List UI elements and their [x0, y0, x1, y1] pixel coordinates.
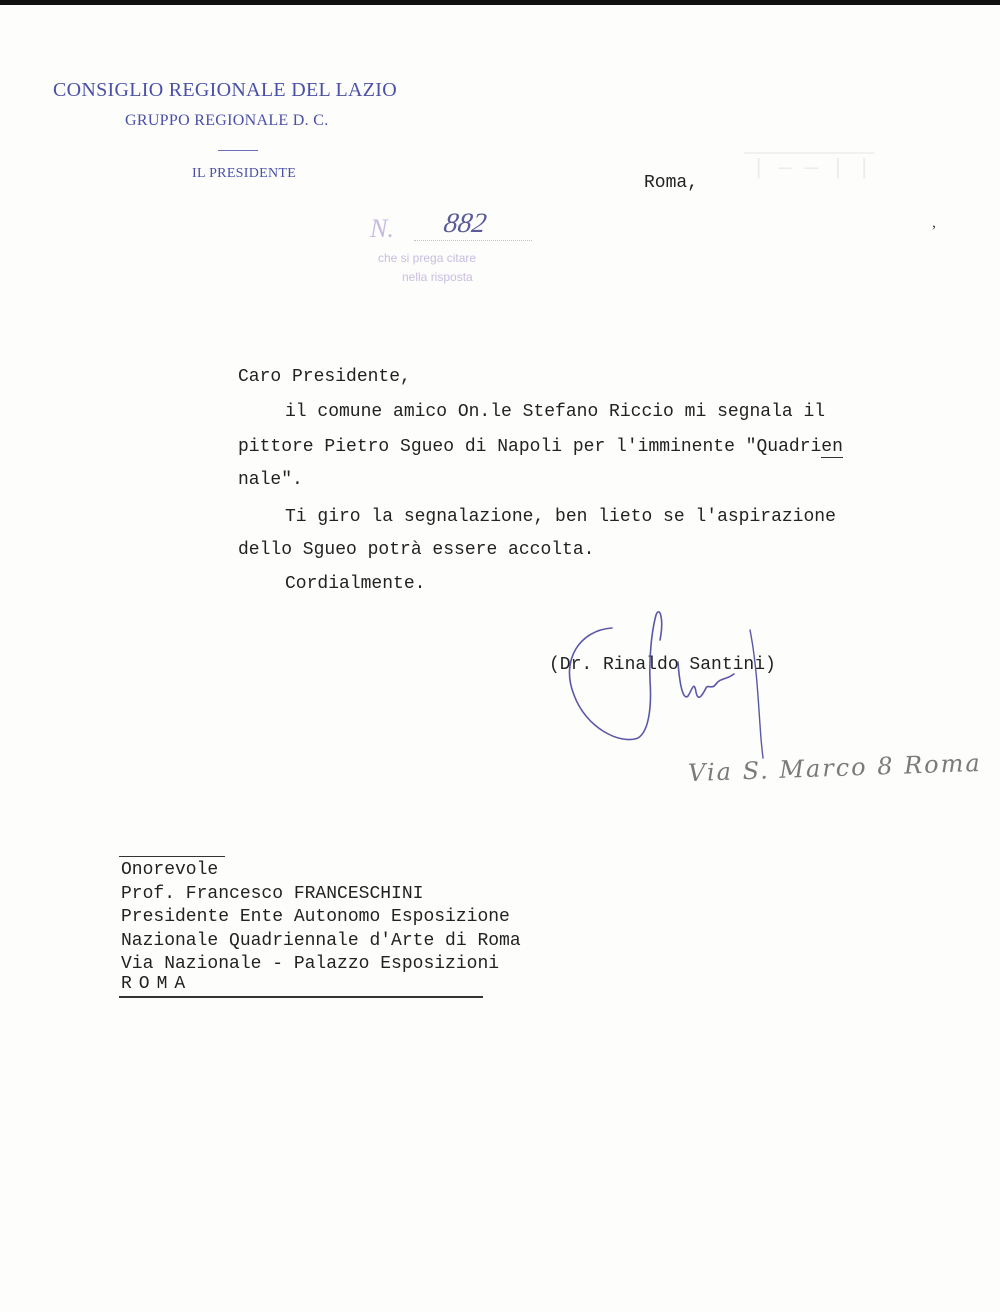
recipient-street: Via Nazionale - Palazzo Esposizioni — [121, 954, 500, 974]
body-line-5: dello Sgueo potrà essere accolta. — [238, 540, 595, 560]
recipient-institution: Nazionale Quadriennale d'Arte di Roma — [121, 931, 521, 951]
letterhead-divider — [218, 150, 258, 151]
faint-stamp-marks: | — — | | — [752, 156, 871, 181]
protocol-stamp-text-2: nella risposta — [402, 270, 473, 284]
letterhead-organization: CONSIGLIO REGIONALE DEL LAZIO — [53, 79, 398, 101]
signatory-name: (Dr. Rinaldo Santini) — [549, 655, 776, 675]
pen-tick-mark: , — [932, 214, 936, 231]
scan-top-edge — [0, 0, 1000, 5]
body-line-2 — [238, 437, 843, 457]
letterhead-group: GRUPPO REGIONALE D. C. — [125, 112, 329, 129]
recipient-top-rule — [119, 856, 225, 857]
letterhead-role: IL PRESIDENTE — [192, 166, 297, 181]
recipient-position: Presidente Ente Autonomo Esposizione — [121, 907, 510, 927]
body-line-2-underlined: en — [821, 437, 843, 457]
protocol-stamp-text-1: che si prega citare — [378, 251, 477, 265]
recipient-name: Prof. Francesco FRANCESCHINI — [121, 884, 424, 904]
handwritten-signature — [560, 600, 780, 770]
recipient-title: Onorevole — [121, 860, 219, 880]
salutation: Caro Presidente, — [238, 367, 411, 387]
protocol-stamp-line — [414, 240, 532, 241]
closing: Cordialmente. — [285, 574, 426, 594]
recipient-bottom-rule — [119, 996, 483, 998]
handwritten-address-note: Via S. Marco 8 Roma — [687, 748, 983, 788]
body-line-4: Ti giro la segnalazione, ben lieto se l'aspirazione — [285, 507, 836, 527]
recipient-city: ROMA — [121, 974, 193, 994]
protocol-stamp-prefix: N. — [370, 214, 394, 243]
body-line-1: il comune amico On.le Stefano Riccio mi segnala il — [285, 402, 826, 422]
body-line-3: nale". — [238, 470, 303, 490]
protocol-number: 882 — [441, 208, 489, 239]
body-line-2-text: pittore Pietro Sgueo di Napoli per l'imminente "Quadri — [238, 437, 822, 457]
place-line: Roma, — [644, 173, 699, 193]
